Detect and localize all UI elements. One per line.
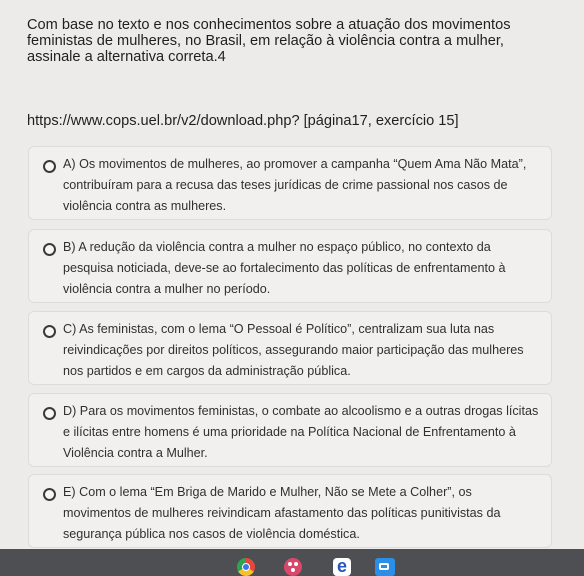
edge-icon[interactable]: e xyxy=(333,558,351,576)
option-b-radio[interactable] xyxy=(43,243,56,256)
option-d-text: D) Para os movimentos feministas, o combate ao alcoolismo e a outras drogas lícitas e ilícitas entre homens é uma prioridade na Política Nacional de Enfrentamento à Violência contra a Mulher. xyxy=(63,404,539,460)
option-a-radio[interactable] xyxy=(43,160,56,173)
option-d-radio[interactable] xyxy=(43,407,56,420)
chrome-icon[interactable] xyxy=(237,558,255,576)
option-a-text: A) Os movimentos de mulheres, ao promover a campanha “Quem Ama Não Mata”, contribuíram para a recusa das teses jurídicas de crime passional nos casos de violência contra as mulheres. xyxy=(63,157,527,213)
paint-icon[interactable] xyxy=(284,558,302,576)
option-e[interactable] xyxy=(28,474,552,548)
taskbar xyxy=(0,549,584,576)
option-e-text: E) Com o lema “Em Briga de Marido e Mulher, Não se Mete a Colher”, os movimentos de mulheres reivindicam afastamento das políticas punitivistas da segurança pública nos casos de violência doméstica. xyxy=(63,485,501,541)
option-b-text: B) A redução da violência contra a mulher no espaço público, no contexto da pesquisa noticiada, deve-se ao fortalecimento das políticas de enfrentamento à violência contra a mulher no período. xyxy=(63,240,506,296)
option-e-radio[interactable] xyxy=(43,488,56,501)
question-text: Com base no texto e nos conhecimentos sobre a atuação dos movimentos feministas de mulheres, no Brasil, em relação à violência contra a mulher, assinale a alternativa correta.4 xyxy=(27,17,511,65)
question-source-link[interactable]: https://www.cops.uel.br/v2/download.php? [página17, exercício 15] xyxy=(27,113,459,129)
option-c-radio[interactable] xyxy=(43,325,56,338)
option-c-text: C) As feministas, com o lema “O Pessoal é Político”, centralizam sua luta nas reivindicações por direitos políticos, assegurando maior participação das mulheres nos partidos e em cargos da administração pública. xyxy=(63,322,524,378)
option-d[interactable] xyxy=(28,393,552,467)
option-a[interactable] xyxy=(28,146,552,220)
option-c[interactable] xyxy=(28,311,552,385)
option-b[interactable] xyxy=(28,229,552,303)
cast-icon[interactable] xyxy=(375,558,395,576)
